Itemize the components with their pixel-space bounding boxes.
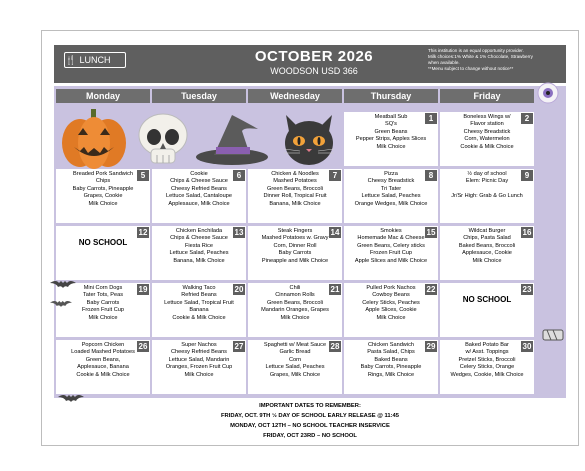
calendar-day-cell <box>56 169 150 223</box>
menu-item: Applesauce, Milk Choice <box>168 200 230 207</box>
menu-item: Green Beans, Celery sticks <box>357 242 425 249</box>
menu-item: Green Beans, Broccoli <box>267 299 323 306</box>
day-number: 13 <box>234 228 244 237</box>
menu-item: Grapes, Milk Choice <box>269 371 321 378</box>
day-number: 5 <box>137 170 149 181</box>
day-header-tuesday: Tuesday <box>152 89 246 103</box>
menu-item: Mandarin Oranges, Grapes <box>261 307 329 314</box>
day-number: 27 <box>234 342 244 351</box>
menu-items <box>58 171 148 208</box>
menu-item: Jr/Sr High: Grab & Go Lunch <box>451 193 523 200</box>
utensils-icon: 🍴 <box>65 55 77 65</box>
menu-item: Celery Sticks, Orange <box>459 364 515 371</box>
menu-item: Chicken Sandwich <box>367 342 415 348</box>
day-number: 22 <box>426 285 436 294</box>
menu-item: Smokies <box>380 228 402 234</box>
menu-item: Green Beans, Broccoli <box>267 185 323 192</box>
pumpkin-icon <box>60 107 128 171</box>
menu-item: Popcorn Chicken <box>81 342 125 348</box>
menu-item: Lettuce Salad, Tropical Fruit <box>164 299 234 306</box>
menu-item: Mashed Potatoes w. Gravy <box>261 235 329 242</box>
calendar-day-cell <box>344 112 438 166</box>
menu-item: Mini Corn Dogs <box>83 285 123 291</box>
menu-item: Steak Fingers <box>277 228 313 234</box>
menu-item: Frozen Fruit Cup <box>82 307 124 314</box>
menu-item: Tri Tater <box>380 185 402 192</box>
calendar-day-cell <box>152 226 246 280</box>
menu-item: Chips <box>95 178 111 185</box>
no-school-label: NO SCHOOL <box>462 295 512 304</box>
menu-item: Baked Beans <box>374 356 408 363</box>
menu-item: Meatball Sub <box>374 114 408 120</box>
menu-item: Chips & Cheese Sauce <box>170 235 228 242</box>
day-number: 15 <box>426 228 436 237</box>
notice-line: Milk choices:1% White & 1% Chocolate, Strawberry <box>428 54 533 59</box>
menu-item: Lettuce Salad, Cantaloupe <box>166 193 232 200</box>
menu-items <box>346 228 436 265</box>
cat-icon <box>280 111 338 169</box>
menu-item: Dinner Roll, Tropical Fruit <box>263 193 327 200</box>
menu-item: Chicken Enchilada <box>175 228 223 234</box>
menu-item: Wedges, Cookie, Milk Choice <box>450 371 524 378</box>
menu-item: Milk Choice <box>376 314 406 321</box>
menu-item: Banana, Milk Choice <box>173 257 225 264</box>
menu-item: w/ Asst. Toppings <box>465 349 509 356</box>
menu-item: Cheesy Refried Beans <box>171 185 227 192</box>
important-heading: IMPORTANT DATES TO REMEMBER: <box>259 403 361 409</box>
calendar-day-cell <box>248 169 342 223</box>
menu-item: Baby Carrots, Pineapple <box>360 364 422 371</box>
menu-item: Apple Slices, Cookie <box>365 307 417 314</box>
menu-items <box>154 228 244 265</box>
menu-items <box>250 342 340 379</box>
notice-line: when available. <box>428 60 460 65</box>
menu-item: Boneless Wings w/ <box>463 114 511 120</box>
no-school-label: NO SCHOOL <box>78 238 128 247</box>
menu-item: Flavor station <box>470 121 504 128</box>
menu-item: Mashed Potatoes <box>273 178 317 185</box>
day-header-monday: Monday <box>56 89 150 103</box>
day-header-thursday: Thursday <box>344 89 438 103</box>
calendar-day-cell <box>152 283 246 337</box>
day-number: 1 <box>425 113 437 124</box>
menu-item: Pasta Salad, Chips <box>367 349 415 356</box>
calendar-day-cell <box>344 169 438 223</box>
menu-item <box>442 186 532 193</box>
menu-page <box>41 30 579 446</box>
menu-items <box>154 342 244 379</box>
menu-item: Banana, Milk Choice <box>269 200 321 207</box>
menu-header <box>54 45 566 83</box>
menu-items <box>250 285 340 322</box>
calendar-day-cell <box>152 340 246 394</box>
menu-items <box>250 228 340 265</box>
day-number: 12 <box>138 228 148 237</box>
calendar-day-cell <box>248 226 342 280</box>
menu-items <box>154 171 244 208</box>
menu-items <box>442 114 532 151</box>
lunch-badge <box>64 52 126 68</box>
menu-item: Lettuce Salad, Peaches <box>361 193 421 200</box>
day-number: 7 <box>329 170 341 181</box>
calendar-day-cell <box>248 283 342 337</box>
important-dates <box>54 401 566 441</box>
menu-item: Orange Wedges, Milk Choice <box>354 200 428 207</box>
day-number: 28 <box>330 342 340 351</box>
important-line: FRIDAY, OCT 23RD – NO SCHOOL <box>263 433 357 439</box>
calendar-day-cell <box>248 340 342 394</box>
menu-item: Pizza <box>384 171 398 177</box>
menu-items <box>154 285 244 322</box>
notice-line: This institution is an equal opportunity provider. <box>428 48 524 53</box>
day-number: 21 <box>330 285 340 294</box>
menu-item: Applesauce, Banana <box>77 364 129 371</box>
menu-items <box>250 171 340 208</box>
day-number: 26 <box>138 342 148 351</box>
menu-item: Cowboy Beans <box>372 292 410 299</box>
calendar-day-cell <box>56 340 150 394</box>
bat-icon <box>50 279 76 289</box>
menu-items <box>442 342 532 379</box>
menu-item: Milk Choice <box>280 314 310 321</box>
menu-item: Milk Choice <box>184 371 214 378</box>
menu-item: Rings, Milk Choice <box>367 371 415 378</box>
menu-item: Baby Carrots, Pineapple <box>72 185 134 192</box>
day-number: 8 <box>425 170 437 181</box>
menu-item: Walking Taco <box>182 285 216 291</box>
menu-item: Refried Beans <box>181 292 217 299</box>
menu-item: Grapes, Cookie <box>83 193 123 200</box>
menu-item: Wildcat Burger <box>468 228 506 234</box>
menu-item: Fiesta Rice <box>185 242 213 249</box>
menu-item: Cookie & Milk Choice <box>172 314 226 321</box>
calendar-day-cell <box>344 226 438 280</box>
menu-item: Baby Carrots <box>278 250 312 257</box>
menu-items <box>346 285 436 322</box>
calendar-day-cell <box>440 169 534 223</box>
bat-icon <box>50 299 72 308</box>
menu-item: SQ's <box>385 121 397 128</box>
skull-icon <box>134 111 192 167</box>
calendar-day-cell <box>152 169 246 223</box>
menu-item: ½ day of school <box>467 171 507 177</box>
menu-item: Chips, Pasta Salad <box>463 235 511 242</box>
menu-item: Cheesy Breadstick <box>367 178 415 185</box>
day-number: 20 <box>234 285 244 294</box>
day-number: 30 <box>522 342 532 351</box>
menu-item: Lettuce Salad, Peaches <box>265 364 325 371</box>
menu-item: Cheesy Refried Beans <box>171 349 227 356</box>
day-number: 2 <box>521 113 533 124</box>
menu-item: Green Beans <box>374 128 408 135</box>
important-line: MONDAY, OCT 12TH – NO SCHOOL TEACHER INSERVICE <box>230 423 390 429</box>
menu-item: Baby Carrots <box>86 299 120 306</box>
menu-item: Breaded Pork Sandwich <box>72 171 133 177</box>
calendar-day-cell <box>344 340 438 394</box>
menu-items <box>346 342 436 379</box>
menu-item: Lettuce Salad, Peaches <box>169 250 229 257</box>
menu-item: Spaghetti w/ Meat Sauce <box>263 342 327 348</box>
notice-text <box>428 48 564 72</box>
witch-hat-icon <box>192 111 272 167</box>
menu-item: Cookie & Milk Choice <box>76 371 130 378</box>
menu-item: Oranges, Frozen Fruit Cup <box>165 364 233 371</box>
menu-item: Pepper Strips, Apples Slices <box>355 136 427 143</box>
day-number: 19 <box>138 285 148 294</box>
menu-item: Elem: Picnic Day <box>465 178 509 185</box>
menu-item: Cookie <box>190 171 208 177</box>
menu-items <box>58 342 148 379</box>
menu-item: Corn, Watermelon <box>464 136 510 143</box>
menu-item: Corn, Dinner Roll <box>273 242 317 249</box>
calendar-day-cell <box>440 226 534 280</box>
menu-item: Cinnamon Rolls <box>275 292 315 299</box>
menu-items <box>442 171 532 201</box>
calendar-day-cell <box>56 283 150 337</box>
day-number: 29 <box>426 342 436 351</box>
menu-item: Garlic Bread <box>279 349 311 356</box>
calendar-day-cell <box>440 112 534 166</box>
menu-items <box>346 114 436 151</box>
notice-line: **Menu subject to change without notice** <box>428 66 514 71</box>
menu-item: Corn <box>288 356 302 363</box>
menu-item: Milk Choice <box>472 257 502 264</box>
menu-items <box>442 228 532 265</box>
menu-item: Banana <box>189 307 209 314</box>
menu-item: Tater Tots, Peas <box>82 292 123 299</box>
calendar-day-cell <box>440 283 534 337</box>
lunch-label: LUNCH <box>79 55 111 65</box>
district-name: WOODSON USD 366 <box>270 66 358 76</box>
menu-item: Milk Choice <box>88 314 118 321</box>
menu-item: Pulled Pork Nachos <box>366 285 416 291</box>
menu-item: Cheesy Breadstick <box>463 128 511 135</box>
important-line: FRIDAY, OCT. 9TH ½ DAY OF SCHOOL EARLY RELEASE @ 11:45 <box>220 413 399 419</box>
menu-item: Milk Choice <box>376 143 406 150</box>
menu-item: Pretzel Sticks, Broccoli <box>458 356 516 363</box>
day-header-friday: Friday <box>440 89 534 103</box>
candy-corn-icon <box>542 327 564 343</box>
menu-item: Super Nachos <box>181 342 217 348</box>
day-number: 9 <box>521 170 533 181</box>
menu-item: Chips & Cheese Sauce <box>170 178 228 185</box>
menu-items <box>346 171 436 208</box>
day-number: 23 <box>522 285 532 294</box>
menu-item: Apple Slices and Milk Choice <box>354 257 428 264</box>
menu-item: Cookie & Milk Choice <box>460 143 514 150</box>
calendar-day-cell <box>56 226 150 280</box>
menu-item: Chili <box>289 285 301 291</box>
month-title: OCTOBER 2026 <box>254 48 374 65</box>
day-header-wednesday: Wednesday <box>248 89 342 103</box>
menu-item: Homemade Mac & Cheese <box>357 235 425 242</box>
menu-item: Green Beans, <box>85 356 121 363</box>
day-number: 14 <box>330 228 340 237</box>
menu-item: Pineapple and Milk Choice <box>261 257 329 264</box>
menu-item: Chicken & Noodles <box>271 171 319 177</box>
menu-item: Baked Beans, Broccoli <box>458 242 516 249</box>
menu-item: Loaded Mashed Potatoes <box>71 349 135 356</box>
menu-item: Milk Choice <box>88 200 118 207</box>
calendar-day-cell <box>344 283 438 337</box>
day-number: 16 <box>522 228 532 237</box>
calendar-day-cell <box>440 340 534 394</box>
menu-item: Baked Potato Bar <box>465 342 509 348</box>
day-number: 6 <box>233 170 245 181</box>
menu-item: Frozen Fruit Cup <box>370 250 412 257</box>
menu-item: Celery Sticks, Peaches <box>362 299 420 306</box>
menu-item: Lettuce Salad, Mandarin <box>168 356 230 363</box>
menu-item: Applesauce, Cookie <box>462 250 512 257</box>
eyeball-icon <box>536 81 560 105</box>
